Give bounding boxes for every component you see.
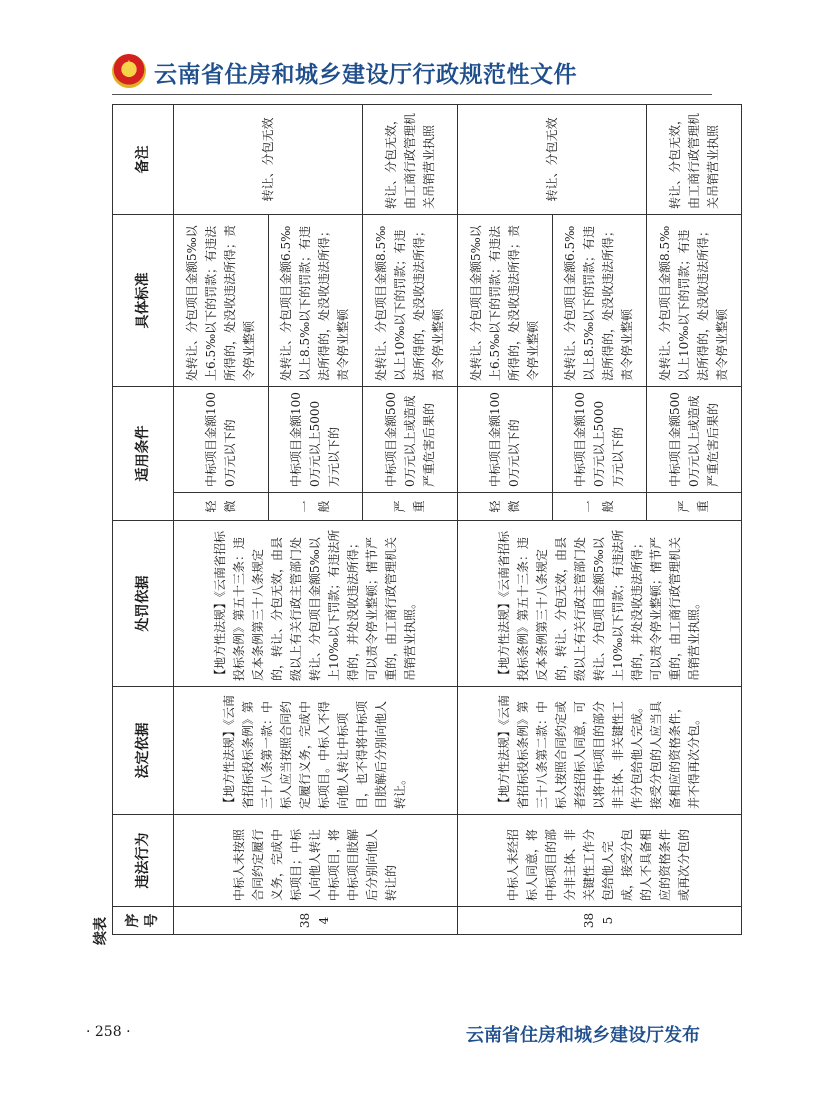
header-act: 违法行为 <box>113 815 174 907</box>
std-cell: 处转让、分包项目金额6.5‰以上8.5‰以下的罚款；有违法所得的，处没收违法所得；责令停业整顿 <box>268 215 363 387</box>
header-cond: 适用条件 <box>113 387 174 521</box>
row-penalty: 【地方性法规】《云南省招标投标条例》第五十三条：违反本条例第三十八条规定的，转让、分包无效，由县级以上有关行政主管部门处转让、分包项目金额5‰以上10‰以下罚款；有违法所得的，并处没收违法所得；可以责令停业整顿；情节严重的，由工商行政管理机关吊销营业执照。 <box>457 521 741 687</box>
row-act: 中标人未经招标人同意，将中标项目的部分非主体、非关键性工作分包给他人完成，接受分包的人不具备相应的资格条件或再次分包的 <box>457 815 741 907</box>
row-act: 中标人未按照合同约定履行义务，完成中标项目；中标人向他人转让中标项目，将中标项目肢解后分别向他人转让的 <box>174 815 458 907</box>
table-row <box>457 105 552 935</box>
header-legal: 法定依据 <box>113 687 174 815</box>
level-cell: 一般 <box>268 493 363 521</box>
level-cell: 轻微 <box>457 493 552 521</box>
cond-cell: 中标项目金额5000万元以上或造成严重危害后果的 <box>647 387 742 493</box>
header-seq: 序号 <box>113 907 174 935</box>
header-remark: 备注 <box>113 105 174 215</box>
std-cell: 处转让、分包项目金额6.5‰以上8.5‰以下的罚款；有违法所得的，处没收违法所得；责令停业整顿 <box>552 215 647 387</box>
level-cell: 严重 <box>647 493 742 521</box>
row-legal: 【地方性法规】《云南省招标投标条例》第三十八条第二款：中标人按照合同约定或者经招标人同意，可以将中标项目的部分非主体、非关键性工作分包给他人完成。接受分包的人应当具备相应的资格条件，并不得再次分包。 <box>457 687 741 815</box>
cond-cell: 中标项目金额1000万元以下的 <box>457 387 552 493</box>
row-seq: 384 <box>174 907 458 935</box>
page-header <box>112 54 712 94</box>
row-penalty: 【地方性法规】《云南省招标投标条例》第五十三条：违反本条例第三十八条规定的，转让、分包无效，由县级以上有关行政主管部门处转让、分包项目金额5‰以上10‰以下罚款；有违法所得的，并处没收违法所得；可以责令停业整顿；情节严重的，由工商行政管理机关吊销营业执照。 <box>174 521 458 687</box>
remark-cell: 转让、分包无效 <box>174 105 363 215</box>
footer-publisher: 云南省住房和城乡建设厅发布 <box>466 1025 700 1046</box>
std-cell: 处转让、分包项目金额5‰以上6.5‰以下的罚款；有违法所得的，处没收违法所得；责令停业整顿 <box>457 215 552 387</box>
remark-cell: 转让、分包无效 <box>457 105 646 215</box>
row-legal: 【地方性法规】《云南省招标投标条例》第三十八条第一款：中标人应当按照合同约定履行义务，完成中标项目。中标人不得向他人转让中标项目，也不得将中标项目肢解后分别向他人转让。 <box>174 687 458 815</box>
table-row <box>174 105 269 935</box>
std-cell: 处转让、分包项目金额8.5‰以上10‰以下的罚款；有违法所得的，处没收违法所得；责令停业整顿 <box>363 215 458 387</box>
remark-cell: 转让、分包无效，由工商行政管理机关吊销营业执照 <box>647 105 742 215</box>
header-title: 云南省住房和城乡建设厅行政规范性文件 <box>154 62 577 88</box>
level-cell: 一般 <box>552 493 647 521</box>
continued-label: 续表 <box>93 917 109 945</box>
cond-cell: 中标项目金额1000万元以下的 <box>174 387 269 493</box>
row-seq: 385 <box>457 907 741 935</box>
cond-cell: 中标项目金额1000万元以上5000万元以下的 <box>552 387 647 493</box>
header-divider <box>112 94 712 95</box>
header-penalty: 处罚依据 <box>113 521 174 687</box>
penalty-standard-table <box>112 104 742 935</box>
std-cell: 处转让、分包项目金额8.5‰以上10‰以下的罚款；有违法所得的，处没收违法所得；责令停业整顿 <box>647 215 742 387</box>
page-number: · 258 · <box>86 1024 131 1040</box>
penalty-table-container <box>112 105 742 935</box>
level-cell: 严重 <box>363 493 458 521</box>
level-cell: 轻微 <box>174 493 269 521</box>
cond-cell: 中标项目金额5000万元以上或造成严重危害后果的 <box>363 387 458 493</box>
table-header-row <box>113 105 174 935</box>
rotated-table-wrapper <box>112 105 742 935</box>
std-cell: 处转让、分包项目金额5‰以上6.5‰以下的罚款；有违法所得的，处没收违法所得；责令停业整顿 <box>174 215 269 387</box>
national-emblem-icon: ★ <box>112 54 146 88</box>
remark-cell: 转让、分包无效，由工商行政管理机关吊销营业执照 <box>363 105 458 215</box>
header-std: 具体标准 <box>113 215 174 387</box>
cond-cell: 中标项目金额1000万元以上5000万元以下的 <box>268 387 363 493</box>
